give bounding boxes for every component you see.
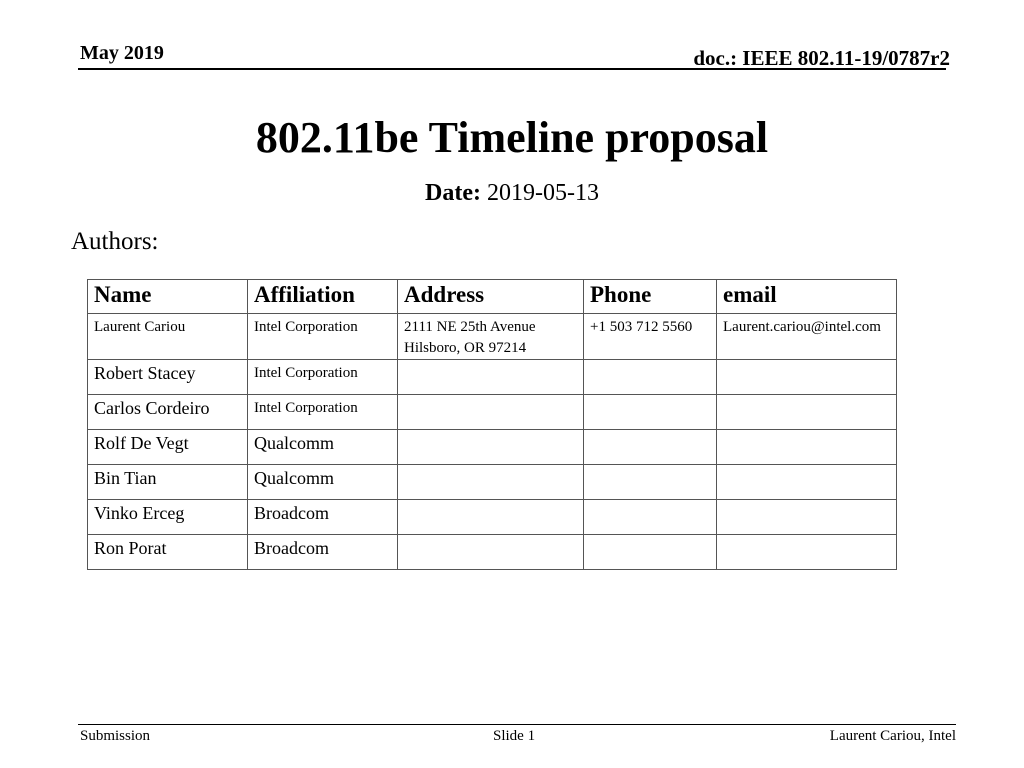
header-rule xyxy=(78,68,946,70)
author-name: Bin Tian xyxy=(88,465,248,500)
footer-submission: Submission xyxy=(80,728,151,744)
table-row xyxy=(88,535,897,570)
footer-rule xyxy=(78,724,956,725)
authors-table xyxy=(87,279,897,570)
header-date: May 2019 xyxy=(80,42,164,64)
footer-author: Laurent Cariou, Intel xyxy=(829,728,956,744)
author-phone xyxy=(584,465,717,500)
author-name: Carlos Cordeiro xyxy=(88,395,248,430)
author-address xyxy=(398,430,584,465)
author-address xyxy=(398,535,584,570)
author-name: Rolf De Vegt xyxy=(88,430,248,465)
author-affiliation: Intel Corporation xyxy=(248,314,398,360)
author-affiliation: Intel Corporation xyxy=(248,395,398,430)
author-affiliation: Broadcom xyxy=(248,500,398,535)
column-header-name: Name xyxy=(88,280,248,314)
author-phone: +1 503 712 5560 xyxy=(584,314,717,360)
author-email xyxy=(717,395,897,430)
author-affiliation: Qualcomm xyxy=(248,465,398,500)
author-email xyxy=(717,430,897,465)
author-email xyxy=(717,500,897,535)
author-affiliation: Qualcomm xyxy=(248,430,398,465)
author-address xyxy=(398,395,584,430)
author-name: Robert Stacey xyxy=(88,360,248,395)
author-name: Vinko Erceg xyxy=(88,500,248,535)
slide-title: 802.11be Timeline proposal xyxy=(255,113,769,162)
author-address xyxy=(398,465,584,500)
date-value: 2019-05-13 xyxy=(480,180,599,206)
author-address xyxy=(398,500,584,535)
footer-slide-number: Slide 1 xyxy=(493,728,536,744)
author-email xyxy=(717,535,897,570)
author-phone xyxy=(584,500,717,535)
column-header-phone: Phone xyxy=(584,280,717,314)
author-email xyxy=(717,360,897,395)
table-row xyxy=(88,465,897,500)
author-address xyxy=(398,360,584,395)
author-affiliation: Broadcom xyxy=(248,535,398,570)
table-header-row xyxy=(88,280,897,314)
date-line xyxy=(0,180,1024,207)
table-row xyxy=(88,395,897,430)
table-row xyxy=(88,500,897,535)
author-name: Ron Porat xyxy=(88,535,248,570)
column-header-address: Address xyxy=(398,280,584,314)
header-doc-id: doc.: IEEE 802.11-19/0787r2 xyxy=(693,46,950,70)
table-row xyxy=(88,430,897,465)
author-phone xyxy=(584,430,717,465)
column-header-affiliation: Affiliation xyxy=(248,280,398,314)
column-header-email: email xyxy=(717,280,897,314)
author-address: 2111 NE 25th Avenue Hilsboro, OR 97214 xyxy=(398,314,584,360)
author-phone xyxy=(584,360,717,395)
author-email: Laurent.cariou@intel.com xyxy=(717,314,897,360)
author-affiliation: Intel Corporation xyxy=(248,360,398,395)
author-name: Laurent Cariou xyxy=(88,314,248,360)
table-row xyxy=(88,314,897,360)
authors-label: Authors: xyxy=(71,228,159,255)
author-phone xyxy=(584,535,717,570)
author-email xyxy=(717,465,897,500)
table-row xyxy=(88,360,897,395)
date-label: Date: xyxy=(425,180,481,206)
author-phone xyxy=(584,395,717,430)
